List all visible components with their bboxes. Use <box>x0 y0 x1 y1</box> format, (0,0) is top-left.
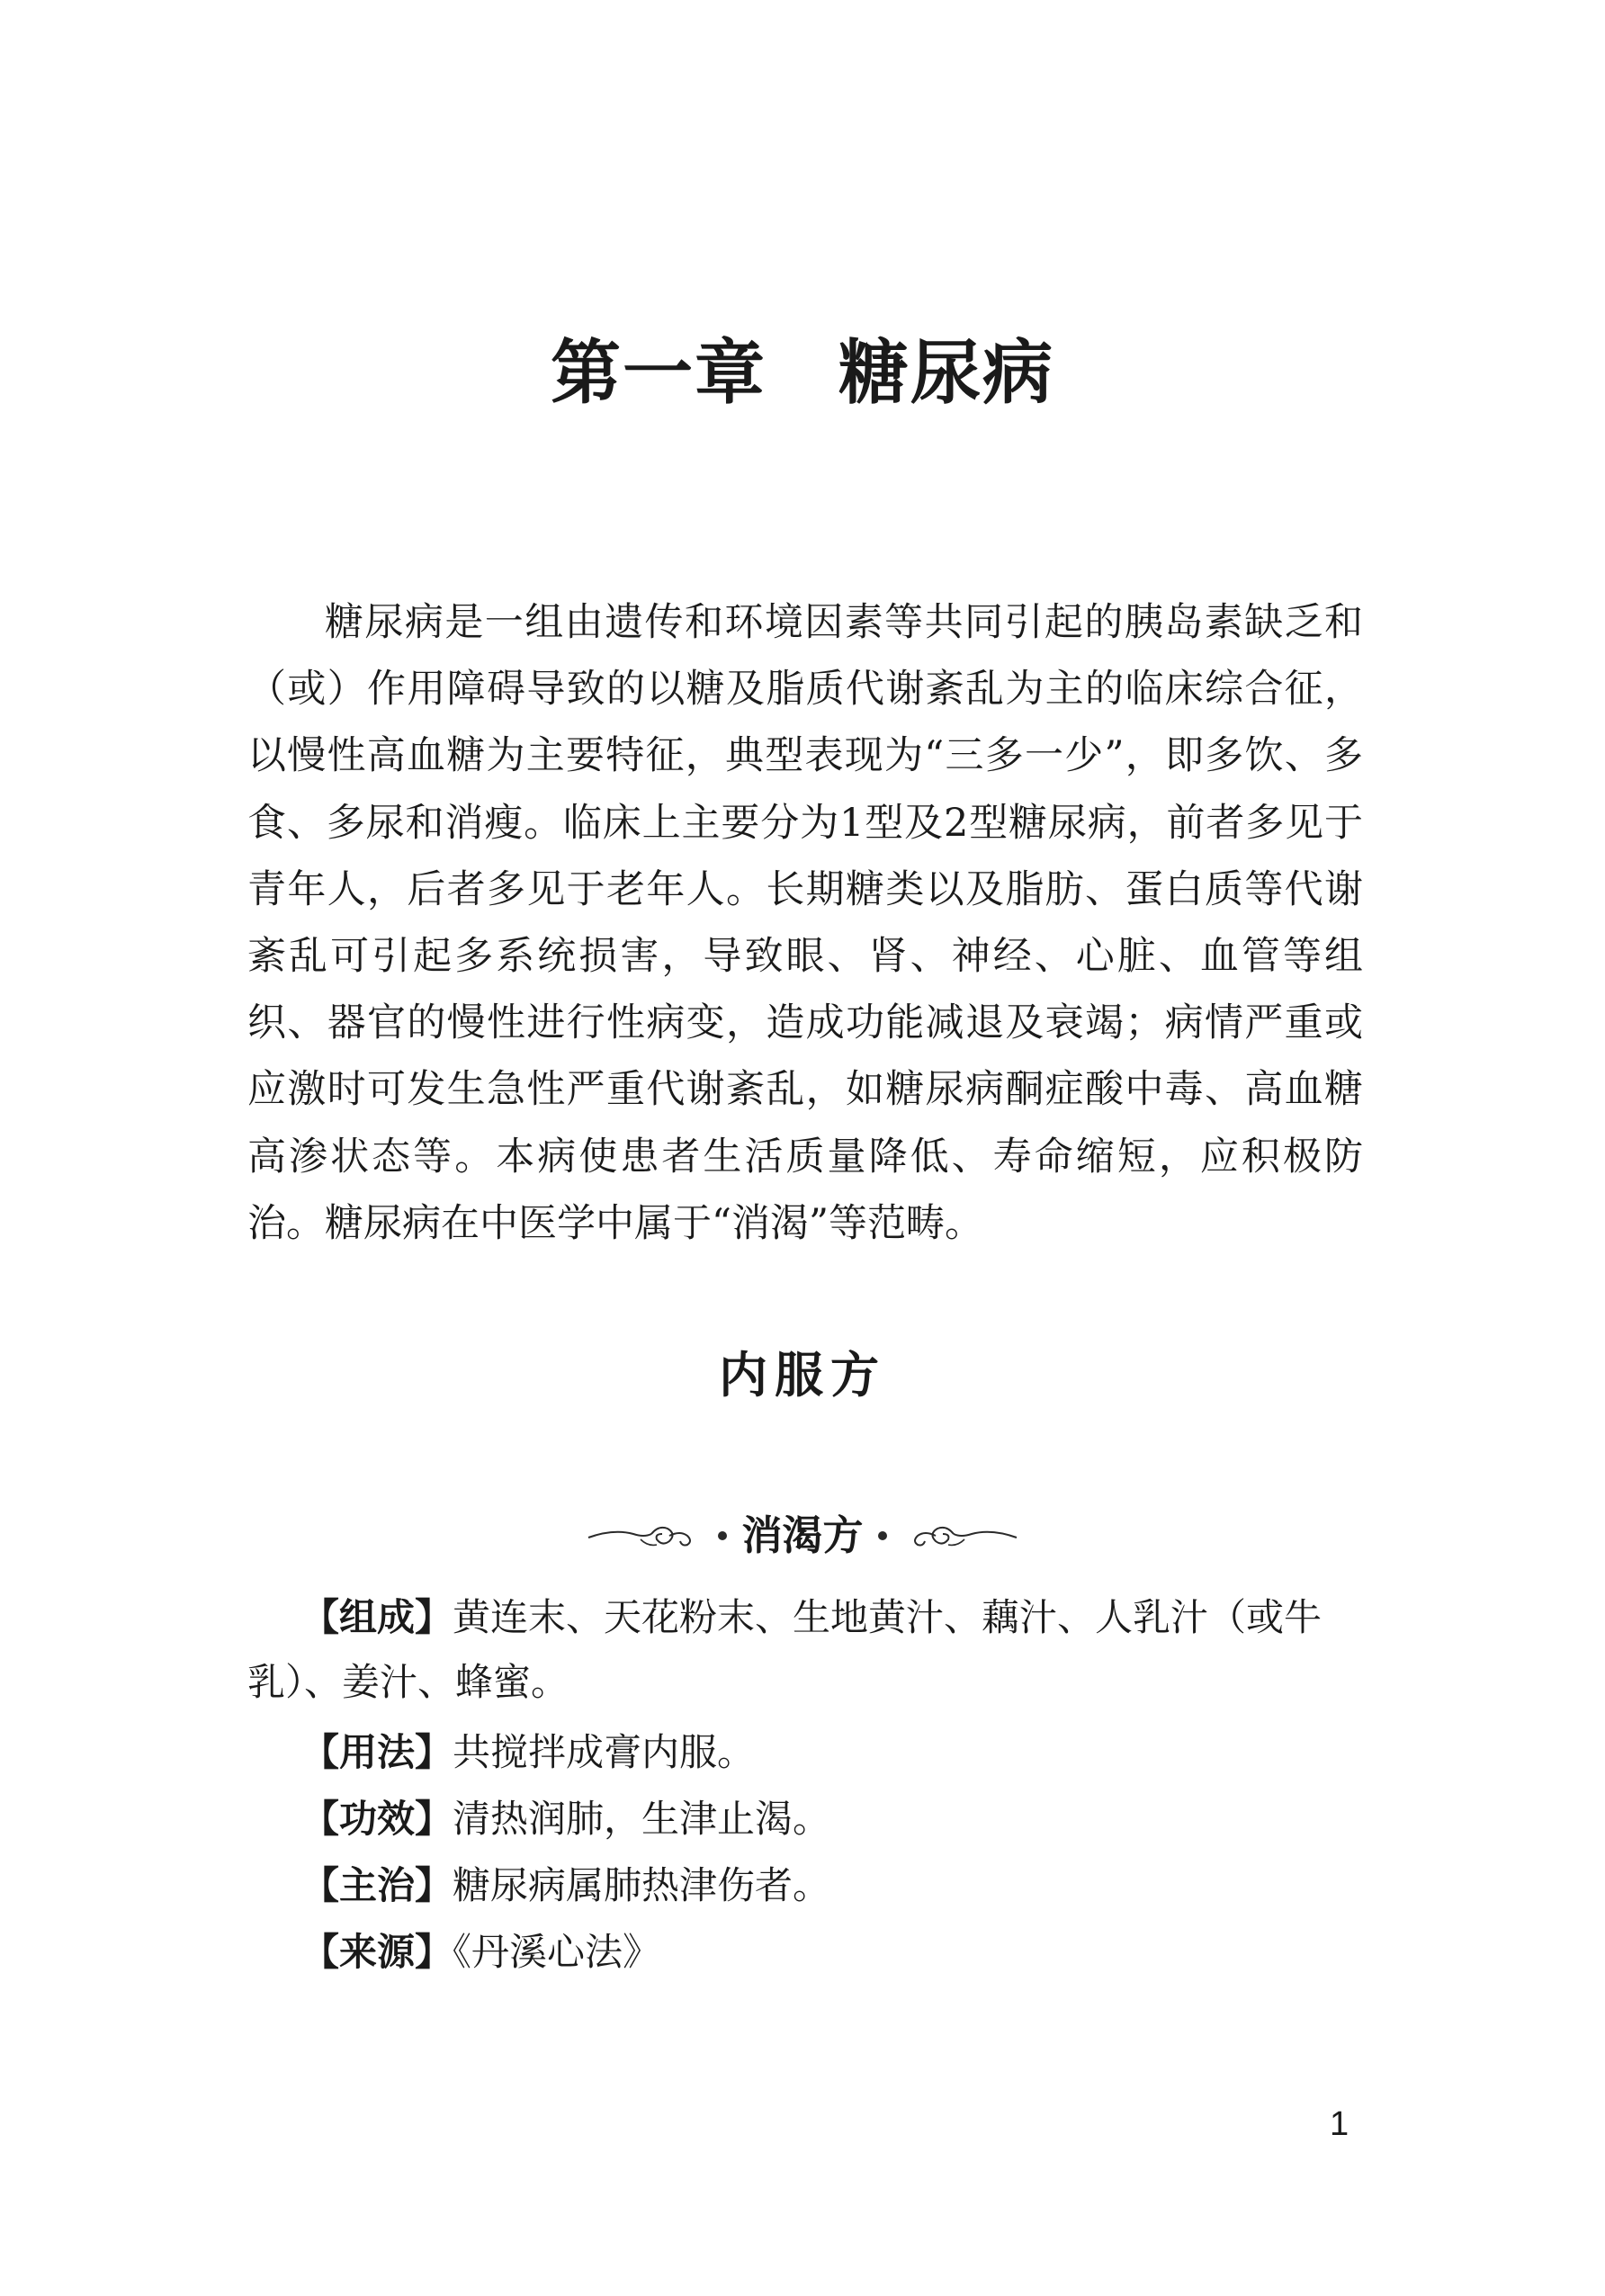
indication-value: 糖尿病属肺热津伤者。 <box>453 1863 831 1907</box>
source-value: 《丹溪心法》 <box>453 1930 661 1974</box>
left-dot-icon <box>718 1531 727 1540</box>
recipe-title: 消渴方 <box>741 1511 864 1559</box>
efficacy-field <box>301 1787 1381 1852</box>
indication-label: 【主治】 <box>301 1863 453 1907</box>
efficacy-label: 【功效】 <box>301 1797 453 1841</box>
source-field <box>301 1920 1381 1985</box>
composition-value: 黄连末、天花粉末、生地黄汁、藕汁、人乳汁（或牛乳）、姜汁、蜂蜜。 <box>247 1595 1323 1704</box>
section-title: 内服方 <box>719 1346 886 1404</box>
recipe-header <box>0 1504 1605 1567</box>
usage-value: 共搅拌成膏内服。 <box>453 1730 756 1774</box>
left-cloud-ornament-icon <box>587 1516 704 1556</box>
indication-field <box>301 1853 1381 1918</box>
right-cloud-ornament-icon <box>901 1516 1018 1556</box>
efficacy-value: 清热润肺，生津止渴。 <box>453 1797 831 1841</box>
composition-label: 【组成】 <box>301 1595 453 1639</box>
right-dot-icon <box>878 1531 887 1540</box>
usage-field <box>301 1720 1381 1785</box>
page-number: 1 <box>1330 2105 1349 2143</box>
usage-label: 【用法】 <box>301 1730 453 1774</box>
composition-field <box>247 1585 1381 1715</box>
source-label: 【来源】 <box>301 1930 453 1974</box>
intro-paragraph: 糖尿病是一组由遗传和环境因素等共同引起的胰岛素缺乏和（或）作用障碍导致的以糖及脂质代谢紊乱为主的临床综合征，以慢性高血糖为主要特征，典型表现为“三多一少”，即多饮、多食、多尿和消瘦。临床上主要分为1型及2型糖尿病，前者多见于青年人，后者多见于老年人。长期糖类以及脂肪、蛋白质等代谢紊乱可引起多系统损害，导致眼、肾、神经、心脏、血管等组织、器官的慢性进行性病变，造成功能减退及衰竭；病情严重或应激时可发生急性严重代谢紊乱，如糖尿病酮症酸中毒、高血糖高渗状态等。本病使患者生活质量降低、寿命缩短，应积极防治。糖尿病在中医学中属于“消渴”等范畴。 <box>247 600 1363 1246</box>
chapter-title: 第一章 糖尿病 <box>550 332 1054 414</box>
